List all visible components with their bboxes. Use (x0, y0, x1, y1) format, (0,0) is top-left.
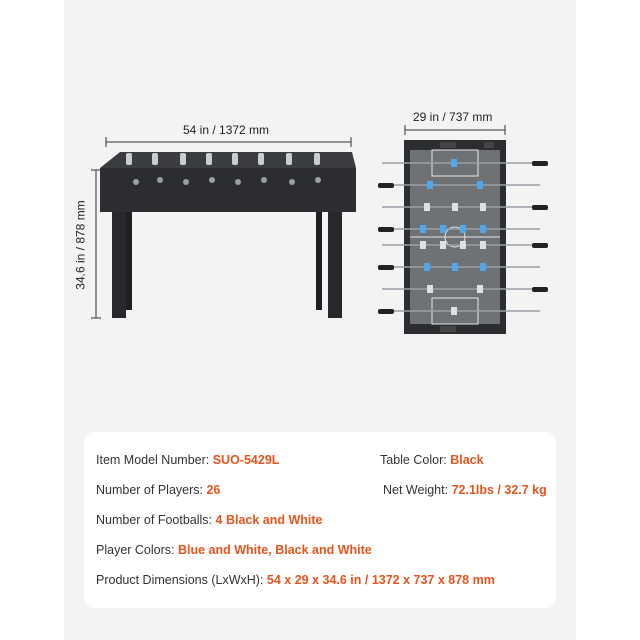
spec-product-dims-value: 54 x 29 x 34.6 in / 1372 x 737 x 878 mm (266, 573, 495, 587)
spec-footballs (96, 513, 323, 527)
spec-table-color-label: Table Color: (380, 453, 447, 467)
spec-player-colors (96, 543, 372, 557)
spec-product-dims-label: Product Dimensions (LxWxH): (96, 573, 264, 587)
spec-footballs-label: Number of Footballs: (96, 513, 213, 527)
table-top-view (378, 140, 548, 334)
spec-weight-label: Net Weight: (383, 483, 449, 497)
spec-weight-value: 72.1lbs / 32.7 kg (451, 483, 547, 497)
height-dimension-line (91, 170, 101, 318)
spec-players (96, 483, 220, 497)
width-dimension-line (106, 137, 351, 147)
spec-players-label: Number of Players: (96, 483, 203, 497)
spec-weight (383, 483, 547, 497)
spec-model-label: Item Model Number: (96, 453, 210, 467)
spec-player-colors-label: Player Colors: (96, 543, 175, 557)
spec-footballs-value: 4 Black and White (215, 513, 323, 527)
depth-dimension-label: 29 in / 737 mm (413, 110, 493, 124)
height-dimension-label: 34.6 in / 878 mm (73, 200, 88, 290)
spec-model-value: SUO-5429L (212, 453, 280, 467)
spec-product-dims (96, 573, 495, 587)
table-side-view (100, 152, 356, 318)
width-dimension-label: 54 in / 1372 mm (183, 123, 270, 137)
spec-model (96, 453, 279, 467)
depth-dimension-line (405, 125, 505, 135)
spec-player-colors-value: Blue and White, Black and White (177, 543, 372, 557)
spec-table-color (380, 453, 484, 467)
spec-players-value: 26 (206, 483, 221, 497)
spec-table-color-value: Black (450, 453, 484, 467)
